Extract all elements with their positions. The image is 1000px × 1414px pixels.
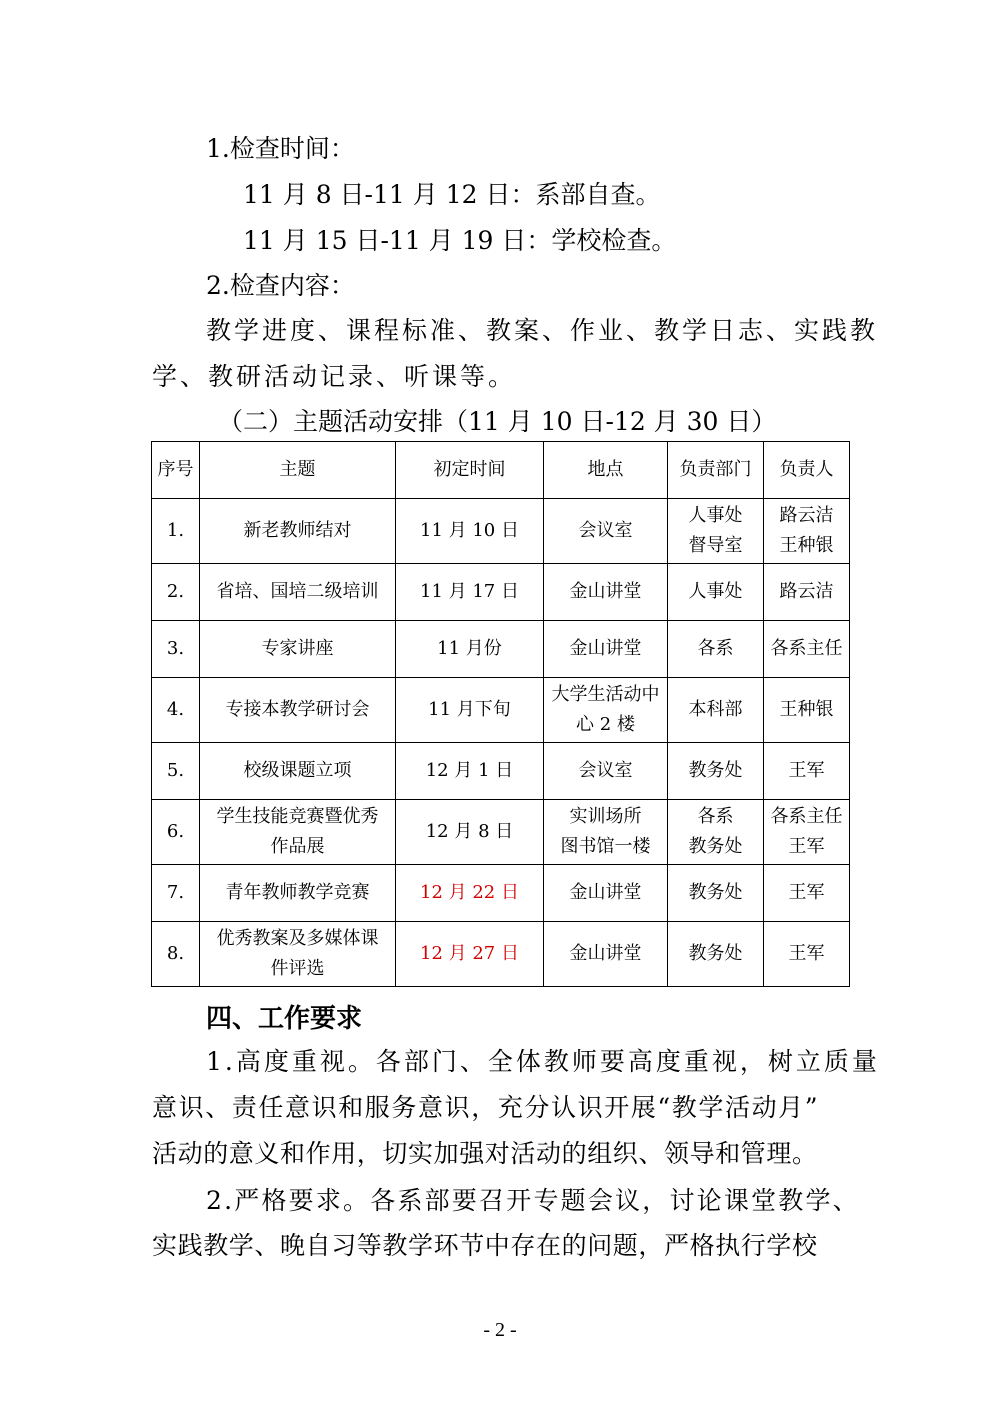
cell-person-text: 路云洁 bbox=[779, 581, 834, 602]
cell-topic bbox=[200, 922, 396, 987]
cell-person bbox=[764, 678, 850, 743]
cell-person-text: 各系主任 bbox=[770, 806, 843, 827]
table-row bbox=[152, 621, 850, 678]
cell-dept bbox=[668, 678, 764, 743]
cell-topic-text: 省培、国培二级培训 bbox=[216, 581, 379, 602]
cell-no bbox=[152, 499, 200, 564]
cell-no-text: 5. bbox=[166, 760, 185, 781]
cell-time-text: 12 月 8 日 bbox=[425, 821, 514, 842]
cell-dept bbox=[668, 499, 764, 564]
cell-person bbox=[764, 621, 850, 678]
requirements-p1-line-3: 活动的意义和作用，切实加强对活动的组织、领导和管理。 bbox=[152, 1139, 818, 1168]
table-row bbox=[152, 800, 850, 865]
cell-place bbox=[544, 621, 668, 678]
cell-time-text: 12 月 1 日 bbox=[425, 760, 514, 781]
cell-time bbox=[396, 922, 544, 987]
cell-topic-text: 作品展 bbox=[270, 836, 325, 857]
cell-place-text: 金山讲堂 bbox=[569, 943, 642, 964]
table-row bbox=[152, 743, 850, 800]
cell-dept bbox=[668, 564, 764, 621]
cell-topic-text: 优秀教案及多媒体课 bbox=[216, 928, 379, 949]
check-content-heading: 2.检查内容： bbox=[206, 271, 355, 300]
check-content-line-1: 教学进度、课程标准、教案、作业、教学日志、实践教 bbox=[206, 316, 879, 345]
cell-place-text: 金山讲堂 bbox=[569, 638, 642, 659]
table-row bbox=[152, 922, 850, 987]
cell-time bbox=[396, 621, 544, 678]
cell-dept-text: 各系 bbox=[697, 806, 734, 827]
cell-time-text: 12 月 22 日 bbox=[420, 882, 519, 903]
header-time: 初定时间 bbox=[396, 442, 544, 499]
cell-topic-text: 青年教师教学竞赛 bbox=[225, 882, 370, 903]
cell-dept-text: 教务处 bbox=[688, 943, 743, 964]
cell-dept bbox=[668, 865, 764, 922]
cell-dept-text: 本科部 bbox=[688, 699, 743, 720]
cell-person-text: 王军 bbox=[788, 836, 825, 857]
requirements-p2-line-1: 2.严格要求。各系部要召开专题会议，讨论课堂教学、 bbox=[206, 1186, 860, 1215]
check-time-line-1: 11 月 8 日-11 月 12 日：系部自查。 bbox=[243, 180, 661, 209]
cell-place bbox=[544, 564, 668, 621]
cell-topic-text: 专家讲座 bbox=[261, 638, 334, 659]
cell-person-text: 王军 bbox=[788, 760, 825, 781]
cell-time bbox=[396, 800, 544, 865]
cell-place-text: 金山讲堂 bbox=[569, 581, 642, 602]
cell-place-text: 心 2 楼 bbox=[576, 714, 635, 735]
cell-no-text: 6. bbox=[166, 821, 185, 842]
cell-topic-text: 新老教师结对 bbox=[243, 520, 352, 541]
cell-dept-text: 各系 bbox=[697, 638, 734, 659]
cell-time-text: 11 月下旬 bbox=[428, 699, 511, 720]
cell-place bbox=[544, 499, 668, 564]
cell-dept bbox=[668, 800, 764, 865]
cell-person bbox=[764, 499, 850, 564]
cell-topic bbox=[200, 800, 396, 865]
cell-time-text: 11 月 10 日 bbox=[420, 520, 519, 541]
cell-place-text: 会议室 bbox=[578, 760, 633, 781]
cell-topic bbox=[200, 499, 396, 564]
cell-place-text: 会议室 bbox=[578, 520, 633, 541]
cell-person-text: 王种银 bbox=[779, 535, 834, 556]
cell-topic-text: 件评选 bbox=[270, 958, 325, 979]
header-person: 负责人 bbox=[764, 442, 850, 499]
cell-person bbox=[764, 922, 850, 987]
cell-dept-text: 教务处 bbox=[688, 882, 743, 903]
cell-person-text: 各系主任 bbox=[770, 638, 843, 659]
cell-time-text: 11 月份 bbox=[437, 638, 502, 659]
header-place: 地点 bbox=[544, 442, 668, 499]
cell-dept-text: 人事处 bbox=[688, 581, 743, 602]
cell-person-text: 王军 bbox=[788, 882, 825, 903]
cell-topic-text: 学生技能竞赛暨优秀 bbox=[216, 806, 379, 827]
cell-topic-text: 校级课题立项 bbox=[243, 760, 352, 781]
table-row bbox=[152, 678, 850, 743]
cell-no-text: 3. bbox=[166, 638, 185, 659]
cell-place-text: 金山讲堂 bbox=[569, 882, 642, 903]
cell-topic bbox=[200, 743, 396, 800]
cell-time bbox=[396, 564, 544, 621]
cell-time-text: 12 月 27 日 bbox=[420, 943, 519, 964]
cell-dept-text: 教务处 bbox=[688, 760, 743, 781]
cell-no-text: 1. bbox=[166, 520, 185, 541]
cell-topic bbox=[200, 564, 396, 621]
cell-place bbox=[544, 743, 668, 800]
header-dept: 负责部门 bbox=[668, 442, 764, 499]
cell-place bbox=[544, 800, 668, 865]
cell-person-text: 路云洁 bbox=[779, 505, 834, 526]
cell-place bbox=[544, 678, 668, 743]
cell-person-text: 王军 bbox=[788, 943, 825, 964]
cell-time bbox=[396, 678, 544, 743]
cell-topic bbox=[200, 865, 396, 922]
cell-no bbox=[152, 678, 200, 743]
table-row bbox=[152, 499, 850, 564]
cell-dept bbox=[668, 922, 764, 987]
cell-time bbox=[396, 865, 544, 922]
cell-dept-text: 督导室 bbox=[688, 535, 743, 556]
header-topic: 主题 bbox=[200, 442, 396, 499]
cell-no bbox=[152, 865, 200, 922]
cell-no-text: 8. bbox=[166, 943, 185, 964]
cell-place-text: 大学生活动中 bbox=[551, 684, 660, 705]
cell-no bbox=[152, 743, 200, 800]
cell-no-text: 7. bbox=[166, 882, 185, 903]
cell-place-text: 实训场所 bbox=[569, 806, 642, 827]
cell-person bbox=[764, 865, 850, 922]
cell-dept bbox=[668, 621, 764, 678]
table-row bbox=[152, 564, 850, 621]
cell-topic bbox=[200, 621, 396, 678]
page-number: - 2 - bbox=[483, 1319, 517, 1341]
cell-no bbox=[152, 564, 200, 621]
cell-time bbox=[396, 743, 544, 800]
check-content-line-2: 学、教研活动记录、听课等。 bbox=[152, 362, 517, 391]
cell-dept-text: 教务处 bbox=[688, 836, 743, 857]
cell-time bbox=[396, 499, 544, 564]
cell-dept-text: 人事处 bbox=[688, 505, 743, 526]
cell-person bbox=[764, 564, 850, 621]
activity-table bbox=[151, 441, 850, 987]
requirements-p2-line-2: 实践教学、晚自习等教学环节中存在的问题，严格执行学校 bbox=[152, 1231, 818, 1260]
cell-dept bbox=[668, 743, 764, 800]
header-no: 序号 bbox=[152, 442, 200, 499]
table-header-row bbox=[152, 442, 850, 499]
cell-person-text: 王种银 bbox=[779, 699, 834, 720]
cell-person bbox=[764, 743, 850, 800]
requirements-heading: 四、工作要求 bbox=[206, 1004, 363, 1034]
cell-time-text: 11 月 17 日 bbox=[420, 581, 519, 602]
cell-place bbox=[544, 865, 668, 922]
cell-place bbox=[544, 922, 668, 987]
cell-no bbox=[152, 922, 200, 987]
cell-no bbox=[152, 621, 200, 678]
table-caption: （二）主题活动安排（11 月 10 日-12 月 30 日） bbox=[218, 407, 777, 436]
cell-topic bbox=[200, 678, 396, 743]
cell-place-text: 图书馆一楼 bbox=[560, 836, 651, 857]
cell-person bbox=[764, 800, 850, 865]
check-time-line-2: 11 月 15 日-11 月 19 日：学校检查。 bbox=[243, 226, 677, 255]
requirements-p1-line-2: 意识、责任意识和服务意识，充分认识开展“教学活动月” bbox=[152, 1093, 820, 1122]
check-time-heading: 1.检查时间： bbox=[206, 134, 355, 163]
cell-no-text: 2. bbox=[166, 581, 185, 602]
table-row bbox=[152, 865, 850, 922]
requirements-p1-line-1: 1.高度重视。各部门、全体教师要高度重视，树立质量 bbox=[206, 1047, 880, 1076]
cell-no bbox=[152, 800, 200, 865]
cell-no-text: 4. bbox=[166, 699, 185, 720]
cell-topic-text: 专接本教学研讨会 bbox=[225, 699, 370, 720]
